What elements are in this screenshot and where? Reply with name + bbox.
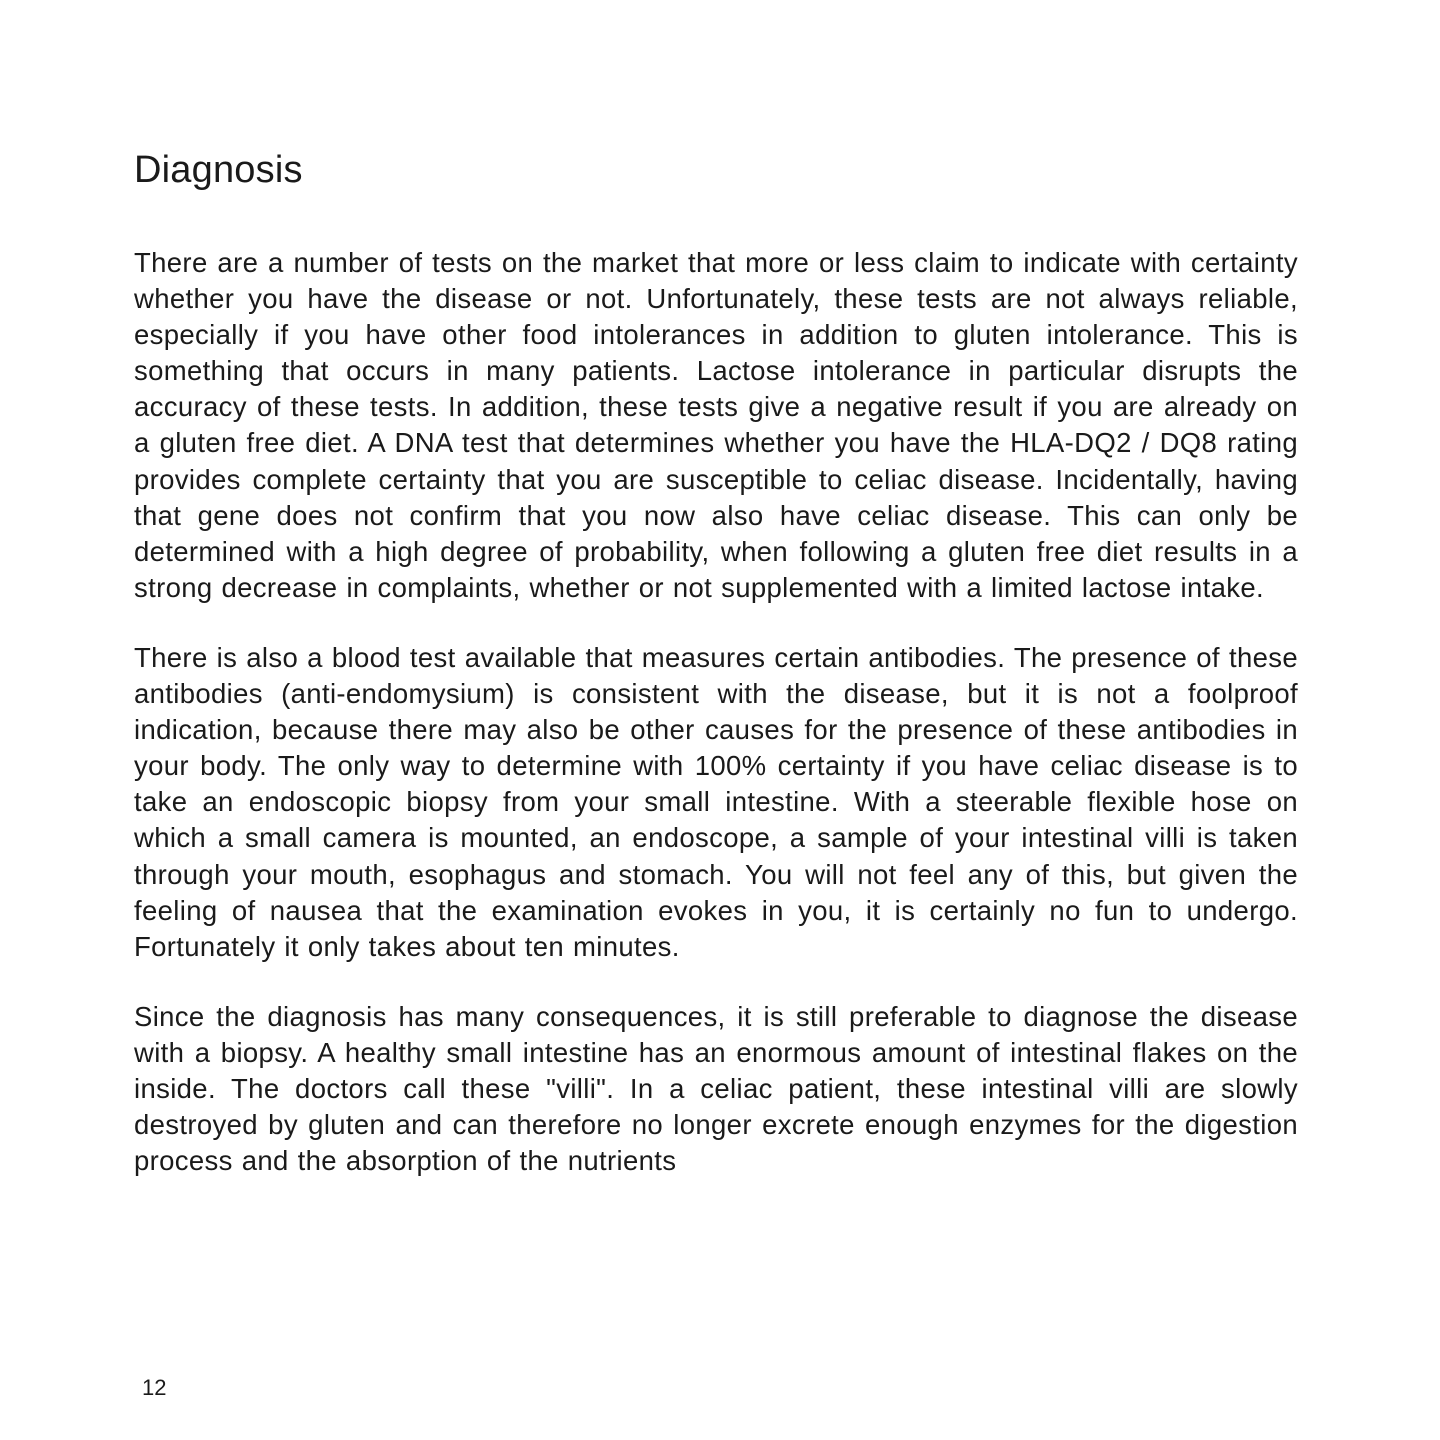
paragraph-biopsy: Since the diagnosis has many consequences, it is still preferable to diagnose the disease with a biopsy. A healthy small intestine has an enormous amount of intestinal flakes on the inside. The doctors call these "villi". In a celiac patient, these intestinal villi are slowly destroyed by gluten and can therefore no longer excrete enough enzymes for the digestion process and the absorption of the nutrients (134, 1000, 1298, 1177)
document-page (134, 145, 1298, 1213)
body-text (134, 245, 1298, 1179)
paragraph-blood-test: There is also a blood test available that measures certain antibodies. The presence of these antibodies (anti-endomysium) is consistent with the disease, but it is not a foolproof indication, because there may also be other causes for the presence of these antibodies in your body. The only way to determine with 100% certainty if you have celiac disease is to take an endoscopic biopsy from your small intestine. With a steerable flexible hose on which a small camera is mounted, an endoscope, a sample of your intestinal villi is taken through your mouth, esophagus and stomach. You will not feel any of this, but given the feeling of nausea that the examination evokes in you, it is certainly no fun to undergo. Fortunately it only takes about ten minutes. (134, 641, 1298, 962)
page-title: Diagnosis (134, 149, 303, 191)
page-number: 12 (142, 1375, 167, 1400)
paragraph-tests-overview: There are a number of tests on the market that more or less claim to indicate with certainty whether you have the disease or not. Unfortunately, these tests are not always reliable, especially if you have other food intolerances in addition to gluten intolerance. This is something that occurs in many patients. Lactose intolerance in particular disrupts the accuracy of these tests. In addition, these tests give a negative result if you are already on a gluten free diet. A DNA test that determines whether you have the HLA-DQ2 / DQ8 rating provides complete certainty that you are susceptible to celiac disease. Incidentally, having that gene does not confirm that you now also have celiac disease. This can only be determined with a high degree of probability, when following a gluten free diet results in a strong decrease in complaints, whether or not supplemented with a limited lactose intake. (134, 247, 1298, 603)
